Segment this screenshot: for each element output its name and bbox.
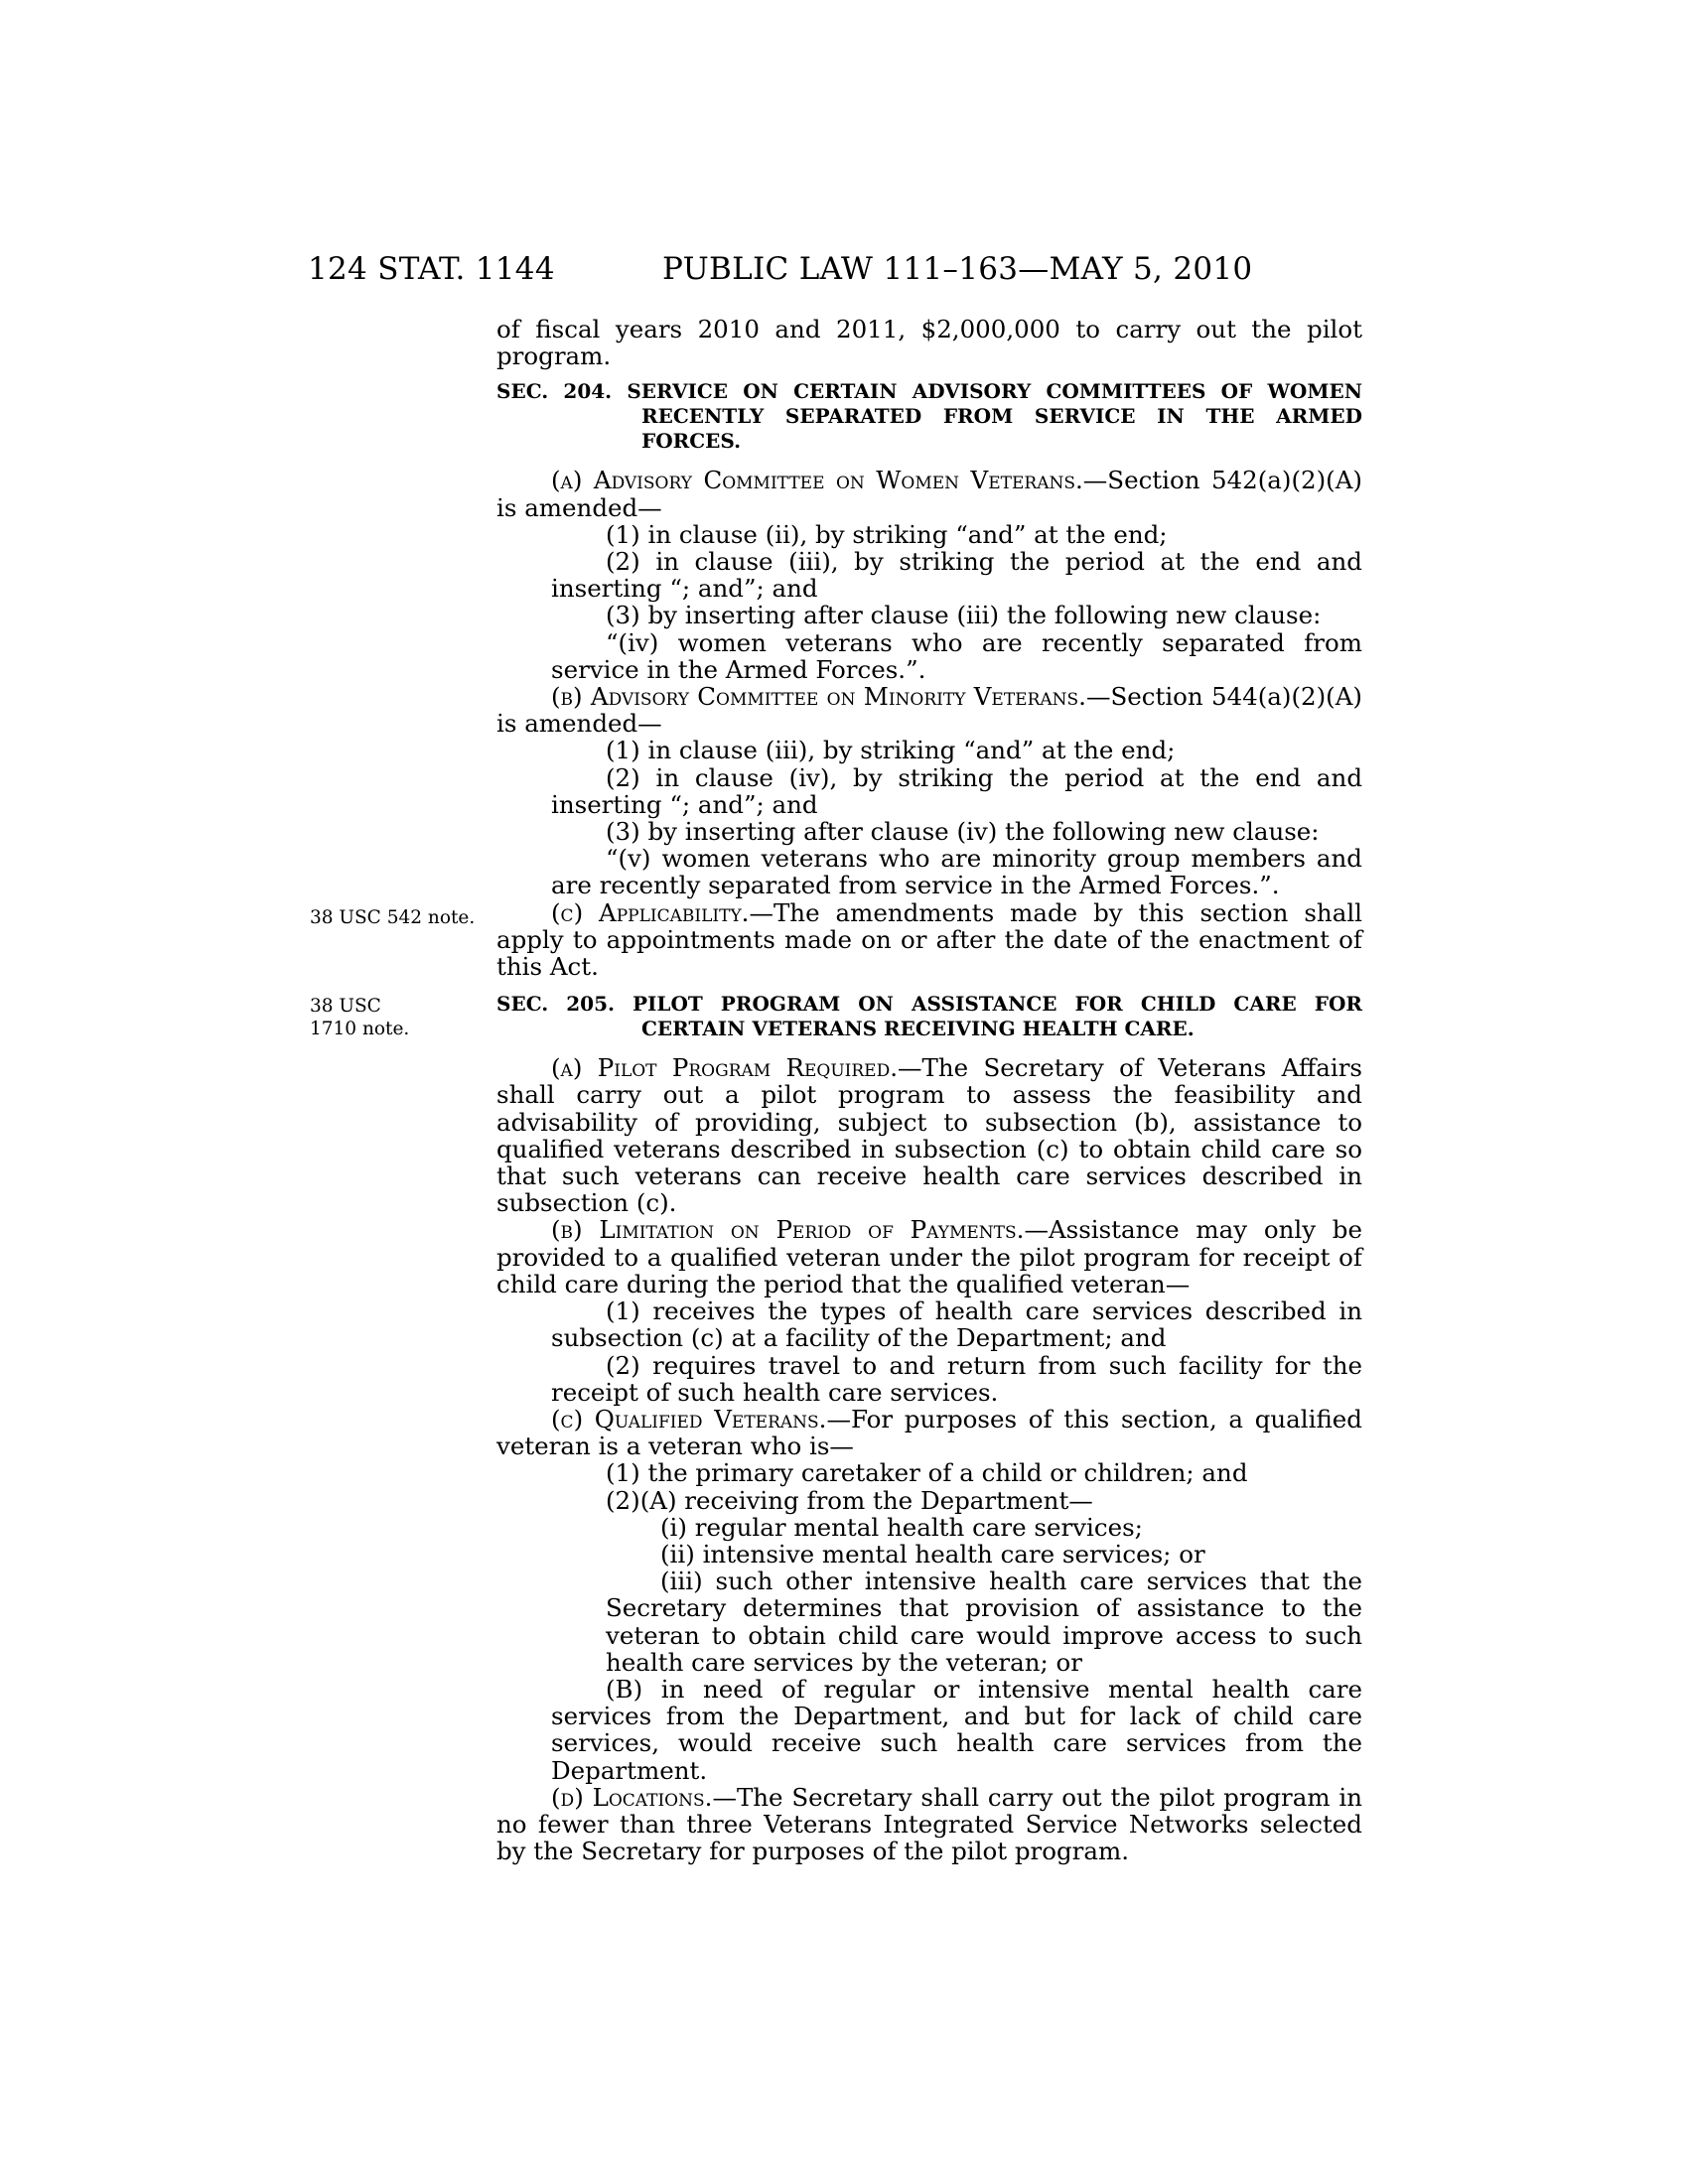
sec205-c-paragraph-1: (1) the primary caretaker of a child or children; and [606,1458,1248,1488]
continuation-paragraph: of fiscal years 2010 and 2011, $2,000,000 to carry out the pilot program. [496,315,1362,371]
sec204-b-new-clause-v: “(v) women veterans who are minority group members and are recently separated from service in the Armed Forces.”. [551,844,1362,900]
sec204-a-heading: (a) Advisory Committee on Women Veterans. [551,466,1083,495]
sec205-a-text: —The Secretary of Veterans Affairs shall carry out a pilot program to assess the feasibility and advisability of providing, subject to subsection (b), assistance to qualified veterans described in subsection (c) to obtain child care so that such veterans can receive health care services described in subsection (c). [496,1053,1362,1218]
sec205-subsection-c [496,1406,1362,1459]
sec204-b-paragraph-1: (1) in clause (iii), by striking “and” at the end; [606,736,1176,765]
sec205-c-paragraph-2A: (2)(A) receiving from the Department— [606,1485,1093,1515]
sec205-b-text: —Assistance may only be provided to a qualified veteran under the pilot program for receipt of child care during the period that the qualified veteran— [496,1215,1362,1298]
running-head [0,251,1688,291]
statute-reference: 124 STAT. 1144 [308,251,555,287]
section-205-heading: SEC. 205. PILOT PROGRAM ON ASSISTANCE FOR CHILD CARE FOR CERTAIN VETERANS RECEIVING HEALTH CARE. [496,992,1362,1041]
sec204-subsection-c [496,899,1362,981]
sec205-b-paragraph-1: (1) receives the types of health care services described in subsection (c) at a facility of the Department; and [551,1297,1362,1353]
sec205-d-text: —The Secretary shall carry out the pilot program in no fewer than three Veterans Integrated Service Networks selected by the Secretary for purposes of the pilot program. [496,1782,1362,1866]
section-204-heading: SEC. 204. SERVICE ON CERTAIN ADVISORY COMMITTEES OF WOMEN RECENTLY SEPARATED FROM SERVICE IN THE ARMED FORCES. [496,379,1362,454]
sec204-b-text: —Section 544(a)(2)(A) is amended— [496,682,1362,739]
sec204-a-text: —Section 542(a)(2)(A) is amended— [496,466,1362,522]
sec204-a-new-clause-iv: “(iv) women veterans who are recently separated from service in the Armed Forces.”. [551,627,1362,684]
sec204-a-paragraph-1: (1) in clause (ii), by striking “and” at the end; [606,519,1168,549]
sec205-c-text: —For purposes of this section, a qualified veteran is a veteran who is— [496,1404,1362,1461]
sec204-a-paragraph-3: (3) by inserting after clause (iii) the following new clause: [606,601,1322,630]
sec205-c-clause-iii: (iii) such other intensive health care services that the Secretary determines that provision of assistance to the veteran to obtain child care would improve access to such health care services by the veteran; or [606,1567,1362,1677]
public-law-title: PUBLIC LAW 111–163—MAY 5, 2010 [662,251,1253,287]
sec205-subsection-b [496,1216,1362,1297]
sec205-c-clause-ii: (ii) intensive mental health care services; or [660,1539,1205,1569]
sec205-subsection-a [496,1054,1362,1216]
sec204-subsection-b [496,683,1362,737]
sec205-c-subparagraph-B: (B) in need of regular or intensive mental health care services from the Department, and but for lack of child care services, would receive such health care services from the Department. [551,1674,1362,1785]
sec204-b-paragraph-3: (3) by inserting after clause (iv) the following new clause: [606,817,1320,847]
sec205-c-clause-i: (i) regular mental health care services; [660,1512,1143,1542]
sec205-c-heading: (c) Qualified Veterans. [551,1404,827,1433]
sec204-c-heading: (c) Applicability. [551,897,750,927]
body-text [496,316,1362,1864]
sec204-b-heading: (b) Advisory Committee on Minority Veterans. [551,682,1086,712]
sec204-c-text: —The amendments made by this section shall apply to appointments made on or after the date of the enactment of this Act. [496,897,1362,982]
sec205-b-paragraph-2: (2) requires travel to and return from such facility for the receipt of such health care services. [551,1350,1362,1407]
margin-note-usc-542: 38 USC 542 note. [310,907,476,928]
sec204-a-paragraph-2: (2) in clause (iii), by striking the period at the end and inserting “; and”; and [551,547,1362,604]
margin-note-usc-1710: 38 USC 1710 note. [310,996,410,1039]
sec204-b-paragraph-2: (2) in clause (iv), by striking the period at the end and inserting “; and”; and [551,762,1362,819]
sec205-b-heading: (b) Limitation on Period of Payments. [551,1215,1025,1245]
sec205-a-heading: (a) Pilot Program Required. [551,1053,899,1083]
sec205-d-heading: (d) Locations. [551,1782,713,1812]
sec205-subsection-d [496,1784,1362,1865]
sec204-subsection-a [496,467,1362,520]
